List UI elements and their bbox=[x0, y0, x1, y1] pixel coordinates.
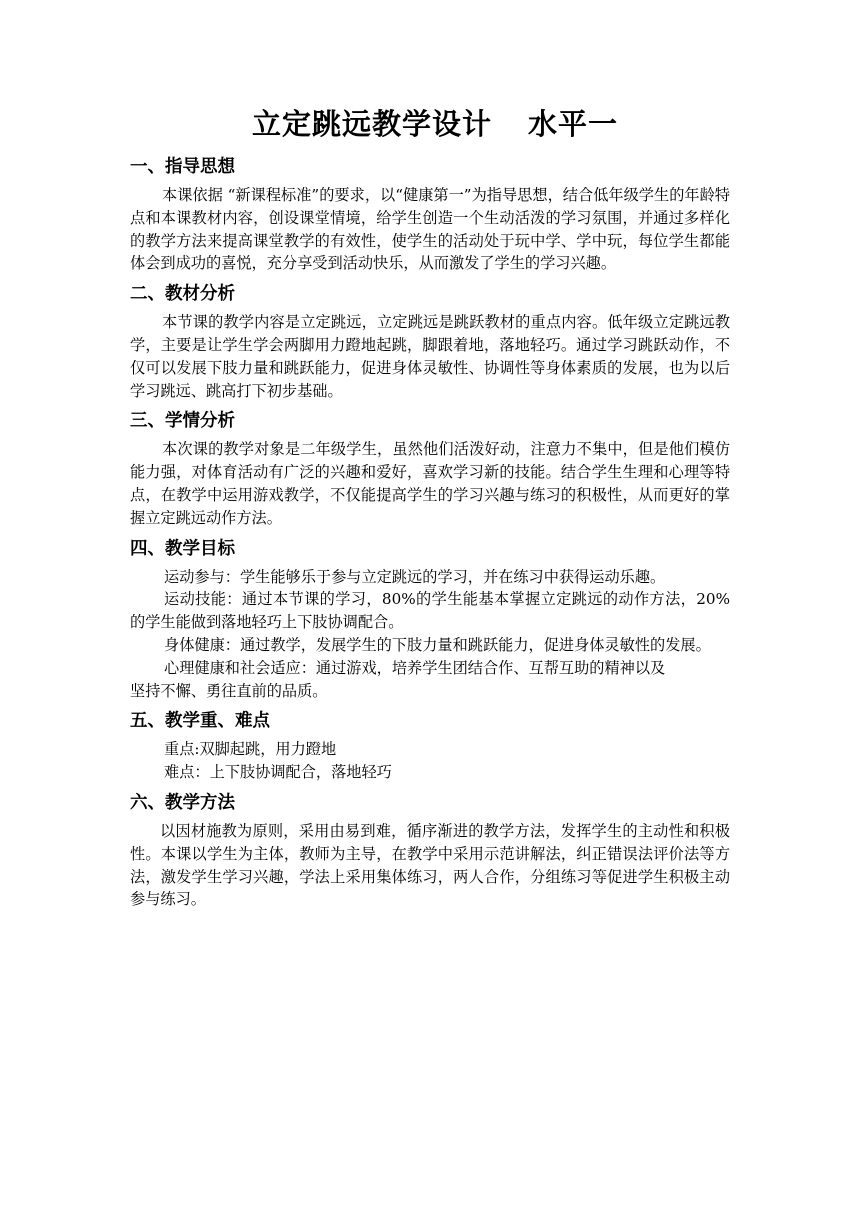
objective-participation: 运动参与：学生能够乐于参与立定跳远的学习，并在练习中获得运动乐趣。 bbox=[164, 567, 666, 586]
section-key-difficult-points bbox=[130, 706, 730, 784]
section-heading: 五、教学重、难点 bbox=[130, 711, 270, 732]
difficult-point: 难点：上下肢协调配合，落地轻巧 bbox=[164, 763, 392, 782]
section-paragraph: 以因材施教为原则，采用由易到难，循序渐进的教学方法，发挥学生的主动性和积极性。本课以学生为主体，教师为主导，在教学中采用示范讲解法，纠正错误法评价法等方法，激发学生学习兴趣，学法上采用集体练习，两人合作，分组练习等促进学生积极主动参与练习。 bbox=[130, 821, 730, 909]
objective-health: 身体健康：通过教学，发展学生的下肢力量和跳跃能力，促进身体灵敏性的发展。 bbox=[164, 635, 711, 654]
section-paragraph: 本次课的教学对象是二年级学生，虽然他们活泼好动，注意力不集中，但是他们模仿能力强，对体育活动有广泛的兴趣和爱好，喜欢学习新的技能。结合学生生理和心理等特点，在教学中运用游戏教学，不仅能提高学生的学习兴趣与练习的积极性，从而更好的掌握立定跳远动作方法。 bbox=[130, 440, 730, 527]
section-paragraph: 本课依据 “新课程标准”的要求，以“健康第一”为指导思想，结合低年级学生的年龄特点和本课教材内容，创设课堂情境，给学生创造一个生动活泼的学习氛围，并通过多样化的教学方法来提高课堂教学的有效性，使学生的活动处于玩中学、学中玩，每位学生都能体会到成功的喜悦，充分享受到活动快乐，从而激发了学生的学习兴趣。 bbox=[130, 186, 730, 273]
section-heading: 三、学情分析 bbox=[130, 411, 235, 432]
objective-skills: 运动技能：通过本节课的学习，80%的学生能基本掌握立定跳远的动作方法，20%的学生能做到落地轻巧上下肢协调配合。 bbox=[130, 590, 730, 632]
objective-social: 心理健康和社会适应：通过游戏，培养学生团结合作、互帮互助的精神以及 bbox=[164, 658, 666, 677]
objective-social-continued: 坚持不懈、勇往直前的品质。 bbox=[130, 681, 328, 700]
section-heading: 二、教材分析 bbox=[130, 284, 235, 305]
section-guiding-ideology bbox=[130, 152, 730, 275]
section-heading: 六、教学方法 bbox=[130, 792, 235, 813]
section-material-analysis bbox=[130, 279, 730, 402]
title-main: 立定跳远教学设计 bbox=[251, 107, 492, 141]
section-paragraph: 本节课的教学内容是立定跳远，立定跳远是跳跃教材的重点内容。低年级立定跳远教学，主要是让学生学会两脚用力蹬地起跳，脚跟着地，落地轻巧。通过学习跳跃动作，不仅可以发展下肢力量和跳跃能力，促进身体灵敏性、协调性等身体素质的发展，也为以后学习跳远、跳高打下初步基础。 bbox=[130, 313, 730, 400]
document-page bbox=[130, 100, 730, 911]
section-student-analysis bbox=[130, 406, 730, 529]
title-level: 水平一 bbox=[528, 107, 619, 141]
section-teaching-objectives bbox=[130, 534, 730, 703]
document-title bbox=[130, 100, 730, 148]
key-point: 重点:双脚起跳，用力蹬地 bbox=[164, 740, 337, 759]
section-heading: 四、教学目标 bbox=[130, 538, 235, 559]
section-heading: 一、指导思想 bbox=[130, 157, 235, 177]
section-teaching-methods bbox=[130, 788, 730, 911]
